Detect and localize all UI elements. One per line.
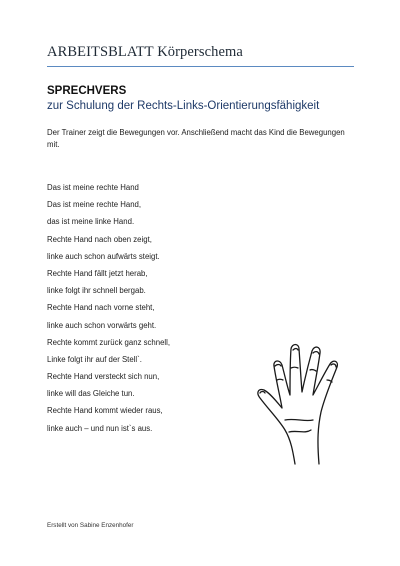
verse-line: Rechte kommt zurück ganz schnell, bbox=[47, 337, 171, 347]
verse-line: Rechte Hand fällt jetzt herab, bbox=[47, 268, 148, 278]
section-heading: SPRECHVERS bbox=[47, 85, 127, 97]
verse-list bbox=[47, 183, 170, 441]
hand-drawing-icon bbox=[255, 340, 355, 468]
verse-line: linke auch schon aufwärts steigt. bbox=[47, 251, 160, 261]
verse-line: Rechte Hand versteckt sich nun, bbox=[47, 372, 160, 382]
verse-line: linke folgt ihr schnell bergab. bbox=[47, 286, 146, 296]
page-title: ARBEITSBLATT Körperschema bbox=[47, 44, 243, 60]
verse-line: das ist meine linke Hand. bbox=[47, 217, 135, 227]
verse-line: Das ist meine rechte Hand, bbox=[47, 200, 142, 210]
verse-line: linke auch schon vorwärts geht. bbox=[47, 320, 157, 330]
verse-line: linke auch – und nun ist`s aus. bbox=[47, 423, 153, 433]
verse-line: Linke folgt ihr auf der Stell`. bbox=[47, 354, 142, 364]
verse-line: linke will das Gleiche tun. bbox=[47, 389, 135, 399]
verse-line: Rechte Hand kommt wieder raus, bbox=[47, 406, 163, 416]
verse-line: Rechte Hand nach vorne steht, bbox=[47, 303, 155, 313]
verse-line: Rechte Hand nach oben zeigt, bbox=[47, 234, 152, 244]
footer-credit: Erstellt von Sabine Enzenhofer bbox=[47, 522, 134, 529]
title-divider bbox=[47, 66, 354, 67]
verse-line: Das ist meine rechte Hand bbox=[47, 183, 139, 192]
intro-text: Der Trainer zeigt die Bewegungen vor. Anschließend macht das Kind die Bewegungen mit. bbox=[47, 128, 345, 149]
section-subheading: zur Schulung der Rechts-Links-Orientierungsfähigkeit bbox=[47, 100, 320, 112]
